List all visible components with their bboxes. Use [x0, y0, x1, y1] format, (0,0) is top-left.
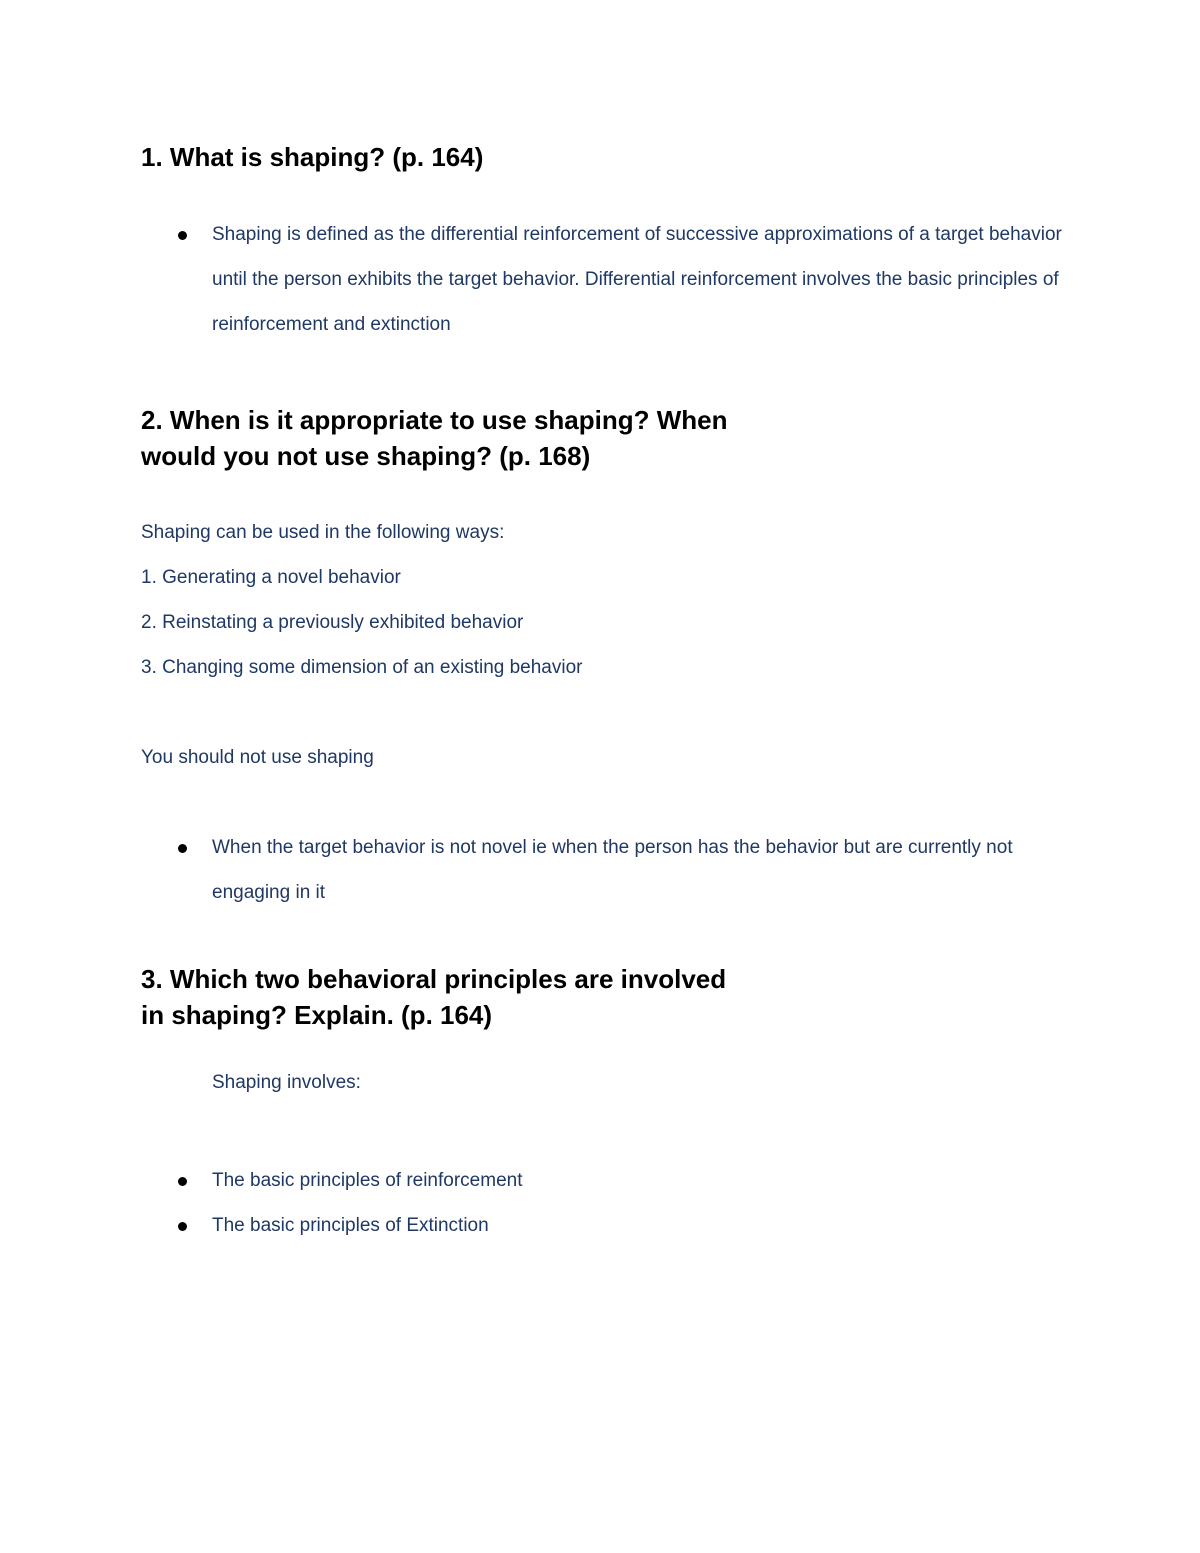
bullet-icon [178, 1222, 187, 1231]
question-3-heading-line-1: 3. Which two behavioral principles are involved [141, 964, 727, 994]
question-3-bullet: The basic principles of reinforcement [212, 1170, 523, 1191]
question-2-intro: Shaping can be used in the following ways: [141, 522, 505, 543]
question-2-not-use-bullet: When the target behavior is not novel ie when the person has the behavior but are currently not engaging in it [212, 837, 1013, 903]
question-2-heading-line-1: 2. When is it appropriate to use shaping? When [141, 405, 728, 435]
question-3-bullet: The basic principles of Extinction [212, 1215, 489, 1236]
question-1-heading: 1. What is shaping? (p. 164) [141, 142, 484, 172]
question-2-use-item: 3. Changing some dimension of an existing behavior [141, 657, 583, 678]
bullet-icon [178, 844, 187, 853]
question-3-heading-line-2: in shaping? Explain. (p. 164) [141, 1000, 493, 1030]
question-1-answer-bullet: Shaping is defined as the differential reinforcement of successive approximations of a target behavior until the person exhibits the target behavior. Differential reinforcement involves the basic principles of reinforcement and extinction [212, 224, 1062, 335]
question-2-not-use-intro: You should not use shaping [141, 747, 374, 768]
question-2-use-item: 1. Generating a novel behavior [141, 567, 401, 588]
question-2-heading-line-2: would you not use shaping? (p. 168) [141, 441, 591, 471]
question-3-intro: Shaping involves: [212, 1072, 361, 1093]
question-2-use-item: 2. Reinstating a previously exhibited behavior [141, 612, 524, 633]
bullet-icon [178, 231, 187, 240]
bullet-icon [178, 1177, 187, 1186]
